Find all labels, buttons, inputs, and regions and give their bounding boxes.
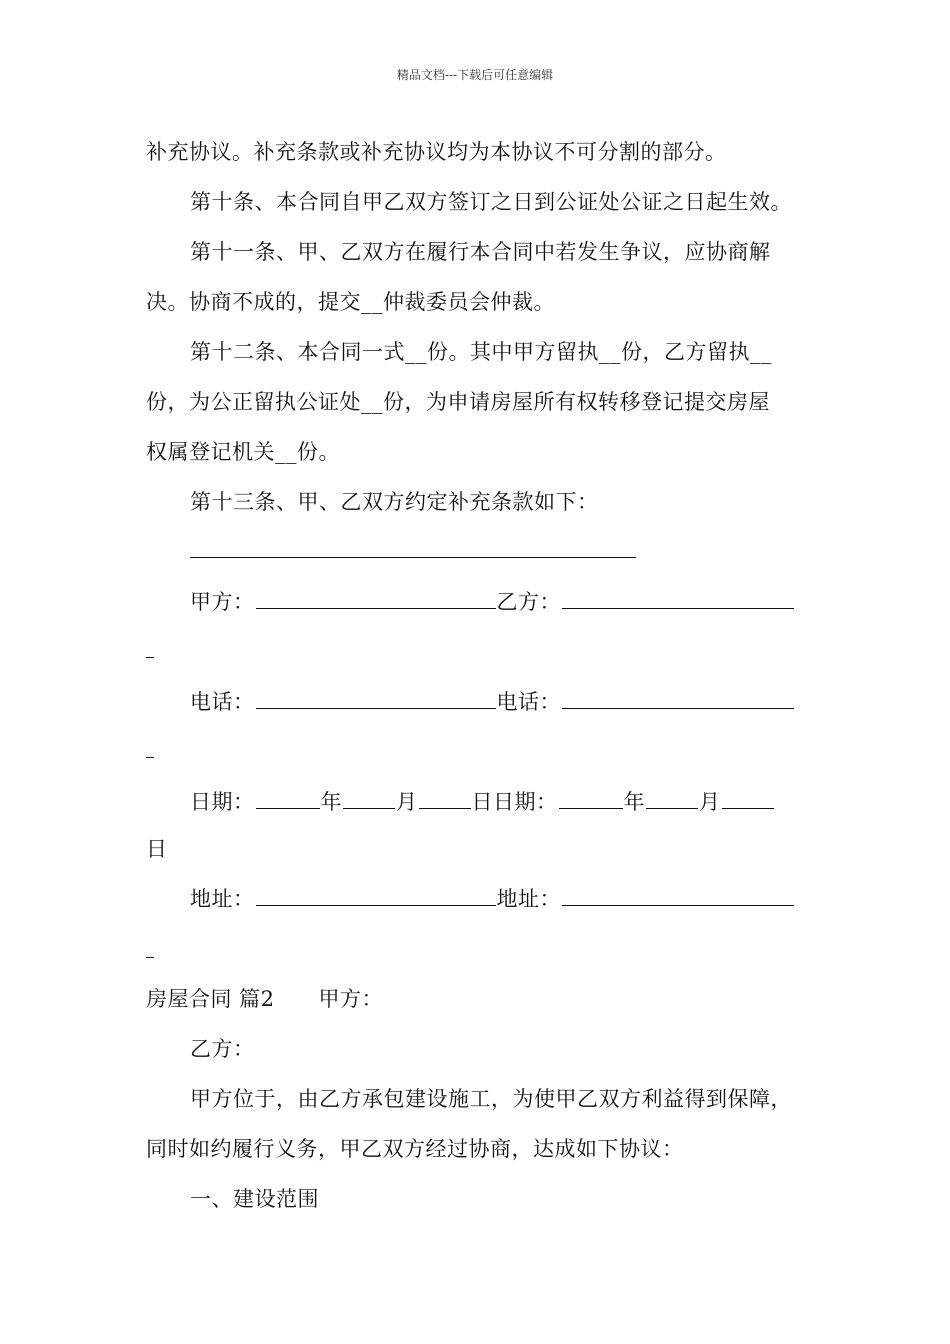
- phone-a-blank: [256, 687, 496, 709]
- signature-date-row: [190, 787, 775, 817]
- section2-title: 房屋合同 篇2: [146, 987, 275, 1011]
- party-a-label: 甲方：: [190, 590, 255, 614]
- phone-b-label: 电话：: [496, 690, 561, 714]
- signature-address-row: [190, 884, 795, 914]
- date-b-day-label: 日: [146, 837, 168, 861]
- signature-phone-row: [190, 687, 795, 717]
- date-b-label: 日期：: [493, 790, 558, 814]
- section2-intro-line1: 甲方位于，由乙方承包建设施工，为使甲乙双方利益得到保障，: [190, 1087, 792, 1111]
- day-a-label: 日: [471, 790, 493, 814]
- address-b-blank: [562, 884, 794, 906]
- address-b-label: 地址：: [496, 887, 561, 911]
- paragraph-article-12-line3: 权属登记机关__份。: [146, 440, 340, 464]
- address-a-label: 地址：: [190, 887, 255, 911]
- paragraph-line: 补充协议。补充条款或补充协议均为本协议不可分割的部分。: [146, 140, 727, 164]
- signature-party-row: [190, 587, 795, 617]
- month-b-label: 月: [699, 790, 721, 814]
- wrap-dash: [146, 657, 154, 658]
- phone-a-label: 电话：: [190, 690, 255, 714]
- paragraph-article-11-line2: 决。协商不成的，提交__仲裁委员会仲裁。: [146, 290, 555, 314]
- year-a-blank: [256, 787, 320, 809]
- supplementary-terms-line: [190, 557, 636, 558]
- month-b-blank: [646, 787, 698, 809]
- section2-party-a: 甲方：: [318, 987, 384, 1011]
- year-b-label: 年: [623, 790, 645, 814]
- party-a-blank: [256, 587, 496, 609]
- month-a-label: 月: [396, 790, 418, 814]
- party-b-label: 乙方：: [496, 590, 561, 614]
- party-b-blank: [562, 587, 794, 609]
- paragraph-article-12-line1: 第十二条、本合同一式__份。其中甲方留执__份，乙方留执__: [190, 340, 772, 364]
- section2-clause-1: 一、建设范围: [190, 1187, 319, 1211]
- section2-intro-line2: 同时如约履行义务，甲乙双方经过协商，达成如下协议：: [146, 1137, 684, 1161]
- paragraph-article-11-line1: 第十一条、甲、乙双方在履行本合同中若发生争议，应协商解: [190, 240, 771, 264]
- phone-b-blank: [562, 687, 794, 709]
- day-a-blank: [419, 787, 471, 809]
- year-a-label: 年: [320, 790, 342, 814]
- page-header: 精品文档---下载后可任意编辑: [396, 68, 554, 82]
- section2-title-row: [146, 984, 383, 1014]
- paragraph-article-12-line2: 份，为公正留执公证处__份，为申请房屋所有权转移登记提交房屋: [146, 390, 770, 414]
- paragraph-article-13: 第十三条、甲、乙双方约定补充条款如下：: [190, 490, 599, 514]
- paragraph-article-10: 第十条、本合同自甲乙双方签订之日到公证处公证之日起生效。: [190, 190, 792, 214]
- section2-party-b: 乙方：: [190, 1037, 255, 1061]
- wrap-dash: [146, 957, 154, 958]
- date-a-label: 日期：: [190, 790, 255, 814]
- address-a-blank: [256, 884, 496, 906]
- wrap-dash: [146, 757, 154, 758]
- year-b-blank: [559, 787, 623, 809]
- day-b-blank: [722, 787, 774, 809]
- month-a-blank: [343, 787, 395, 809]
